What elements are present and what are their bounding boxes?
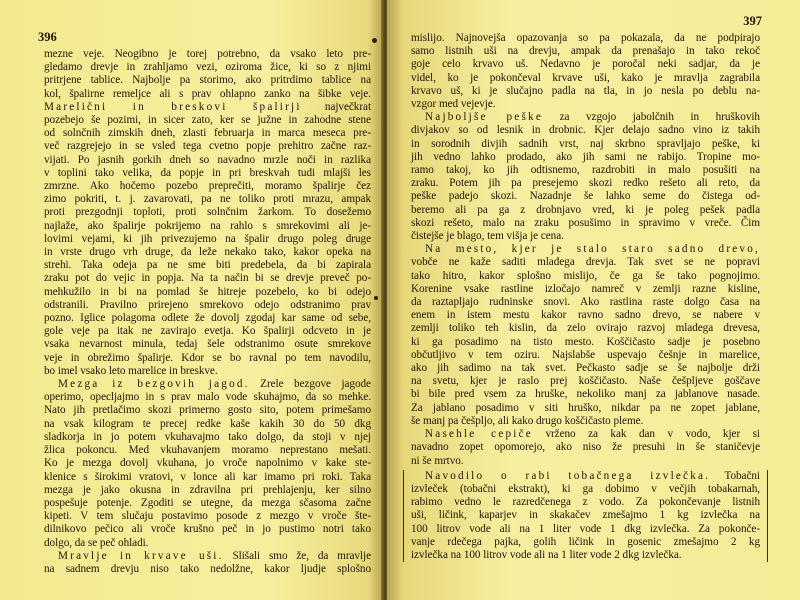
heading-continuation: največkrat xyxy=(301,100,371,113)
right-page xyxy=(387,0,800,600)
text-line xyxy=(411,243,760,256)
text-line: jih vedno lahko prodado, ako jih sami ne rabijo. Tropine mo- xyxy=(411,150,760,163)
text-line: veje in obrežimo špalirje. Kdor se bo ravnal po tem navodilu, xyxy=(44,351,371,364)
text-line: vobče ne kaže saditi mladega drevja. Tak svet se ne popravi xyxy=(411,256,760,269)
text-line: izvlečka na 100 litrov vode ali na 1 liter vode 2 dkg izvlečka. xyxy=(411,548,682,561)
text-line: videl, ko je pokončeval krvave uši, kako je mravlja zagrabila xyxy=(411,71,760,84)
text-line: kol, špalirne remeljce ali s prav ohlapno zanko na šibke veje. xyxy=(44,87,371,100)
text-line: vanje rdečega pajka, golih ličink in gosenic zmešajmo 2 kg xyxy=(411,535,760,548)
text-line: 100 litrov vode ali na 1 liter vode 1 dkg izvlečka. Za pokonče- xyxy=(411,522,760,535)
text-line: pozno. Iglice polagoma odlete že dovolj zgodaj kar same od sebe, xyxy=(44,312,371,325)
text-line: v toplini tako velika, da popje in pri breskvah tudi mlajši les xyxy=(44,166,371,179)
text-line: ramo takoj, ko jih odtisnemo, razdrobiti in malo posušiti na xyxy=(411,164,760,177)
text-line: peške padejo skozi. Nazadnje še lahko seme do čistega od- xyxy=(411,190,760,203)
text-line: zimo pokriti, t. j. zavarovati, pa ne toliko proti mrazu, ampak xyxy=(44,193,371,206)
text-line: divjakov so od lesnik in drobnic. Kjer delajo sadno vino iz takih xyxy=(411,124,760,137)
text-line: občutljivo v tem oziru. Najslabše uspevajo češnje in marelice, xyxy=(411,348,760,361)
text-line: Korenine vsake rastline izločajo namreč v zemlji razne kisline, xyxy=(411,282,760,295)
left-page-text xyxy=(44,48,371,576)
text-line: na sadnem drevju niso tako nedolžne, kakor ljudje splošno xyxy=(44,562,371,575)
text-line: žlica pokoncu. Med vkuhavanjem moramo neprestano mešati. xyxy=(44,444,371,457)
text-line: več razgrejejo in se vsled tega cvetno popje prehitro začne raz- xyxy=(44,140,371,153)
text-line: na vsak kilogram te precej redke kaše kakih 30 do 50 dkg xyxy=(44,417,371,430)
text-line: Za jablano posadimo v siti hruško, nikdar pa ne zopet jablane, xyxy=(411,401,760,414)
text-line: mislijo. Najnovejša opazovanja so pa pokazala, da ne podpirajo xyxy=(411,32,760,44)
text-line: zemlji toliko teh kislin, da zelo ovirajo razvoj mladega drevesa, xyxy=(411,322,760,335)
text-line: in sorodnih divjih sadnih vrst, naj skrbno spravljajo peške, ki xyxy=(411,137,760,150)
spaced-heading: Navodilo o rabi tobačnega izvlečka. xyxy=(425,469,711,482)
text-line: sladkorja in jo potem vkuhavajmo tako dolgo, da stoji v njej xyxy=(44,430,371,443)
text-line: lovimi vejami, ki jih privezujemo na špalir drugo poleg druge xyxy=(44,232,371,245)
text-line: pospešuje potenje. Zgoditi se utegne, da mezga sčasoma začne xyxy=(44,496,371,509)
spaced-heading: Mezga iz bezgovih jagod. xyxy=(58,378,250,391)
text-line: bo imel vsako leto marelice in breskve. xyxy=(44,364,218,377)
text-line: vijati. Po jasnih gorkih dneh so navadno mrzle noči in razlika xyxy=(44,153,371,166)
text-line: klenice s širokimi vratovi, v lonce ali kar imamo pri roki. Taka xyxy=(44,470,371,483)
text-line: proti prezgodnji toploti, proti solnčnim žarkom. To dosežemo xyxy=(44,206,371,219)
text-line: gole veje pa itak ne zavirajo evetja. Ko špalirji odcveto in je xyxy=(44,325,371,338)
spaced-heading: Marelični in breskovi špalirji xyxy=(44,100,302,113)
text-line: izvleček (tobačni ekstrakt), ki ga dobimo v večjih tobakarnah, xyxy=(411,482,760,495)
heading-continuation: Zrele bezgove jagode xyxy=(249,378,371,391)
text-line xyxy=(411,428,760,441)
heading-continuation: za vzgojo jabolčnih in hruškovih xyxy=(542,111,760,124)
text-line: enem in istem mestu kakor ravno sadno drevo, se nabere v xyxy=(411,309,760,322)
text-line: odstranili. Pravilno prirejeno smrekovo odejo odstranimo prav xyxy=(44,298,371,311)
text-line: na svetu, kjer je raslo prej koščičasto. Naše češpljeve goščave xyxy=(411,375,760,388)
ink-spot xyxy=(374,296,378,300)
text-line xyxy=(411,470,760,483)
text-line: dilnikovo pečico ali vroče krušno peč in jo pustimo notri tako xyxy=(44,523,371,536)
text-line: strehi. Taka odeja pa ne sme biti predebela, da bi zapirala xyxy=(44,259,371,272)
text-line: še manj pa češpljo, ali kako drugo koščičasto pleme. xyxy=(411,414,644,427)
text-line: bi bile pred vsem za hruške, nekoliko manj za jablanove nasade. xyxy=(411,388,760,401)
text-line: samo listnih uši na drevju, ampak da prenašajo in tako rekoč xyxy=(411,45,760,58)
text-line: gledamo drevje in zrahljamo vezi, oziroma žice, ki so z njimi xyxy=(44,61,371,74)
spaced-heading: Nasehle cepiče xyxy=(425,428,533,441)
heading-continuation: vrženo za kak dan v vodo, kjer si xyxy=(532,428,760,441)
text-line xyxy=(44,101,371,114)
text-line: ako jih sadimo na tak svet. Pečkasto sadje se še najbolje drži xyxy=(411,362,760,375)
text-line: zmrzne. Ako hočemo pozebo preprečiti, moramo špalirje čez xyxy=(44,180,371,193)
text-line: tako hitro, kakor splošno mislijo, če ga še tako pognojimo. xyxy=(411,269,760,282)
spaced-heading: Na mesto, kjer je stalo staro sadno drevo, xyxy=(425,243,760,256)
text-line xyxy=(44,378,371,391)
left-page xyxy=(0,0,383,600)
text-line xyxy=(411,111,760,124)
text-line: dolgo, da se peč ohladi. xyxy=(44,536,149,549)
text-line: skozi rešeto, malo na zraku posušimo in spravimo v vreče. Čim xyxy=(411,216,760,229)
text-line: in vrste drugo vrh druge, da leže nekako tako, kakor opeka na xyxy=(44,246,371,259)
text-line: uši, ličink, kaparjev in skakačev zmešajmo 1 kg izvlečka na xyxy=(411,509,760,522)
text-line: vsaka nevarnost minula, tedaj šele odstranimo osute smrekove xyxy=(44,338,371,351)
text-line: operimo, opecljajmo in s prav malo vode skuhajmo, da so mehke. xyxy=(44,391,371,404)
text-line xyxy=(44,550,371,563)
text-line: čistejše je blago, tem višja je cena. xyxy=(411,230,564,243)
ink-spot xyxy=(372,38,377,43)
text-line: mezga je jako okusna in zdravilna pri prehlajenju, ker silno xyxy=(44,483,371,496)
text-line: mehkužilo in bi na pomlad še hitreje pozebelo, ko bi odejo xyxy=(44,285,371,298)
page-number-right: 397 xyxy=(743,14,762,28)
text-line: zraku pot do vejic in popja. Na ta način bi se drevje preveč po- xyxy=(44,272,371,285)
text-line: beremo ali pa ga z drobnjavo vred, ki je poleg pešek padla xyxy=(411,203,760,216)
text-line: zraku. Potem jih pa presejemo skozi redko rešeto ali reto, da xyxy=(411,177,760,190)
boxed-paragraph xyxy=(403,470,768,562)
text-line: krvavo uš, ki je slučajno padla na tla, in jo nesla po deblu na- xyxy=(411,84,760,97)
spaced-heading: Mravlje in krvave uši. xyxy=(58,549,224,562)
text-line: Ko je mezga dovolj vkuhana, jo vroče napolnimo v kake ste- xyxy=(44,457,371,470)
heading-continuation: Slišali smo že, da mravlje xyxy=(223,549,371,562)
page-number-left: 396 xyxy=(38,30,57,44)
text-line: pozebejo še pozimi, in sicer zato, ker se južne in zahodne stene xyxy=(44,114,371,127)
text-line: rabimo vedno le razredčenega z vodo. Za pokončevanje listnih xyxy=(411,496,760,509)
text-line: od solnčnih zimskih dneh, zlasti februarja in marca meseca pre- xyxy=(44,127,371,140)
text-line: ni še mrtvo. xyxy=(411,454,464,467)
text-line: navadno zopet opomorejo, ako niso že presuhi in še staničevje xyxy=(411,441,760,454)
text-line: Nato jih pretlačimo skozi primerno gosto sito, potem primešamo xyxy=(44,404,371,417)
text-line: pritrjene tablice. Najbolje pa storimo, ako pritrdimo tablice na xyxy=(44,74,371,87)
text-line: ki ga posadimo na tisto mesto. Koščičasto sadje je posebno xyxy=(411,335,760,348)
text-line: goje celo krvavo uš. Nedavno je poročal neki sadjar, da je xyxy=(411,58,760,71)
heading-continuation: Tobačni xyxy=(710,469,760,482)
spaced-heading: Najboljše peške xyxy=(425,111,543,124)
text-line: mezne veje. Neogibno je torej potrebno, da vsako leto pre- xyxy=(44,48,371,60)
text-line: kipeti. V tem slučaju postavimo posode z mezgo v vroče šte- xyxy=(44,510,371,523)
text-line: vzgor med vejevje. xyxy=(411,98,496,111)
text-line: najlaže, ako špalirje pokrijemo na rahlo s smrekovimi ali je- xyxy=(44,219,371,232)
right-page-text xyxy=(411,32,760,562)
text-line: da raztapljajo rudninske snovi. Ako rastlina raste dolgo časa na xyxy=(411,296,760,309)
